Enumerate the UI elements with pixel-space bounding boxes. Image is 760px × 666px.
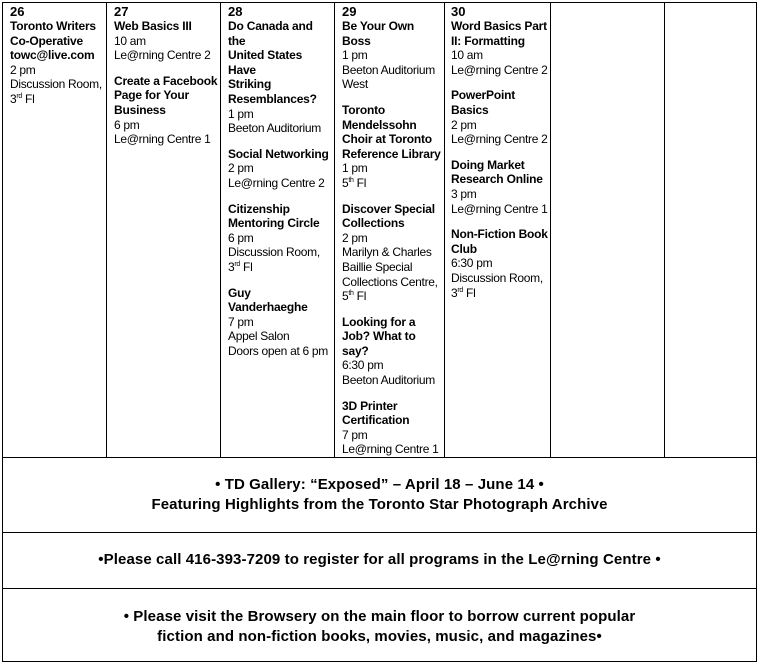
event-location: Discussion Room,	[451, 270, 543, 285]
event	[228, 286, 332, 359]
row-divider	[2, 532, 757, 533]
event	[342, 19, 442, 92]
column-divider	[550, 2, 551, 457]
event-title: United States Have	[228, 48, 303, 77]
event-time: 1 pm	[342, 48, 368, 63]
event-location: Le@rning Centre 2	[451, 62, 548, 77]
event	[114, 19, 218, 63]
event-location: 3rd Fl	[451, 285, 476, 300]
event-location: Le@rning Centre 1	[114, 132, 211, 147]
day-cell-28	[228, 5, 332, 358]
browsery-banner	[2, 607, 757, 647]
event	[228, 202, 332, 275]
event-time: 2 pm	[451, 117, 477, 132]
event-note: Doors open at 6 pm	[228, 343, 328, 358]
event-title: Mentoring Circle	[228, 216, 320, 231]
event-location: Appel Salon	[228, 329, 290, 344]
event-title: Co-Operative	[10, 33, 83, 48]
event-title: Be Your Own	[342, 19, 415, 33]
banner-line: fiction and non-fiction books, movies, music, and magazines•	[157, 628, 602, 645]
event	[342, 103, 442, 191]
event-title: Guy Vanderhaeghe	[228, 285, 308, 315]
event-title: Page for Your	[114, 88, 189, 103]
day-number: 27	[114, 4, 129, 19]
event-title: Social Networking	[228, 146, 329, 161]
event-location: Le@rning Centre 2	[228, 175, 325, 190]
event-title: Striking	[228, 77, 272, 92]
event	[451, 88, 549, 146]
event-title: Club	[451, 241, 477, 256]
row-divider	[2, 588, 757, 589]
column-divider	[444, 2, 445, 457]
event	[342, 315, 442, 388]
event-time: 6:30 pm	[451, 256, 493, 271]
register-banner	[2, 550, 757, 570]
event-email: towc@live.com	[10, 48, 95, 63]
event	[451, 158, 549, 216]
event-title: Doing Market	[451, 157, 525, 172]
event-title: Citizenship	[228, 201, 290, 216]
banner-line: •Please call 416-393-7209 to register for all programs in the Le@rning Centre •	[98, 551, 661, 568]
event-time: 3 pm	[451, 186, 477, 201]
event-time: 6:30 pm	[342, 358, 384, 373]
event-title: Looking for a	[342, 314, 416, 329]
event-location: Beeton Auditorium	[342, 373, 435, 388]
banner-line: • Please visit the Browsery on the main floor to borrow current popular	[123, 608, 636, 625]
event-time: 7 pm	[342, 427, 368, 442]
event-title: Boss	[342, 33, 371, 48]
event-location: 3rd Fl	[10, 91, 35, 106]
event-title: Toronto	[342, 102, 386, 117]
event-time: 7 pm	[228, 314, 254, 329]
event-location: Baillie Special	[342, 259, 413, 274]
event-title: Choir at Toronto	[342, 132, 432, 147]
event-title: Certification	[342, 413, 410, 428]
event-title: PowerPoint Basics	[451, 88, 516, 117]
event-time: 10 am	[114, 33, 146, 48]
event-title: Non-Fiction Book	[451, 227, 548, 242]
event-location: Marilyn & Charles	[342, 245, 432, 260]
event-location: Collections Centre,	[342, 274, 438, 289]
day-cell-30	[451, 5, 549, 300]
event-title: Word Basics Part	[451, 19, 547, 33]
event-location: Discussion Room,	[10, 77, 102, 92]
banner-line: • TD Gallery: “Exposed” – April 18 – June 14 •	[215, 476, 544, 493]
event-title: 3D Printer	[342, 398, 398, 413]
event-time: 1 pm	[342, 161, 368, 176]
day-number: 30	[451, 4, 466, 19]
day-cell-26	[10, 5, 104, 107]
event-location: Le@rning Centre 1	[451, 201, 548, 216]
event-location: Le@rning Centre 2	[451, 132, 548, 147]
event-time: 10 am	[451, 48, 483, 63]
event-location: 5th Fl	[342, 289, 367, 304]
event-time: 6 pm	[114, 117, 140, 132]
day-number: 28	[228, 4, 243, 19]
event	[451, 227, 549, 300]
event-time: 2 pm	[342, 230, 368, 245]
event-title: Create a Facebook	[114, 73, 218, 88]
event-time: 2 pm	[10, 62, 36, 77]
event-title: Toronto Writers	[10, 19, 96, 33]
event-title: II: Formatting	[451, 33, 525, 48]
column-divider	[664, 2, 665, 457]
day-cell-27	[114, 5, 218, 147]
column-divider	[106, 2, 107, 457]
event-location: Beeton Auditorium	[342, 62, 435, 77]
event-title: Mendelssohn	[342, 117, 417, 132]
event-time: 1 pm	[228, 106, 254, 121]
event	[10, 19, 104, 107]
event-location: 5th Fl	[342, 175, 367, 190]
event-location: Discussion Room,	[228, 245, 320, 260]
gallery-banner	[2, 475, 757, 515]
event-location: 3rd Fl	[228, 259, 253, 274]
event-location: Beeton Auditorium	[228, 121, 321, 136]
event	[451, 19, 549, 77]
event-title: Business	[114, 102, 166, 117]
day-number: 29	[342, 4, 357, 19]
event-location: West	[342, 77, 368, 92]
event	[114, 74, 218, 147]
event-title: Research Online	[451, 172, 543, 187]
event	[228, 19, 332, 136]
event-time: 6 pm	[228, 230, 254, 245]
event-title: Collections	[342, 216, 405, 231]
event	[228, 147, 332, 191]
event-location: Le@rning Centre 1	[342, 442, 439, 457]
banner-line: Featuring Highlights from the Toronto Star Photograph Archive	[151, 496, 608, 513]
event-title: Discover Special	[342, 201, 435, 216]
event-title: Web Basics III	[114, 19, 192, 33]
column-divider	[334, 2, 335, 457]
column-divider	[220, 2, 221, 457]
event-title: Do Canada and the	[228, 19, 313, 48]
event-title: Reference Library	[342, 146, 441, 161]
event-location: Le@rning Centre 2	[114, 48, 211, 63]
event-title: Job? What to say?	[342, 329, 416, 358]
event	[342, 202, 442, 304]
event-title: Resemblances?	[228, 91, 317, 106]
day-cell-29	[342, 5, 442, 457]
day-number: 26	[10, 4, 25, 19]
event	[342, 399, 442, 457]
event-time: 2 pm	[228, 161, 254, 176]
row-divider	[2, 457, 757, 458]
